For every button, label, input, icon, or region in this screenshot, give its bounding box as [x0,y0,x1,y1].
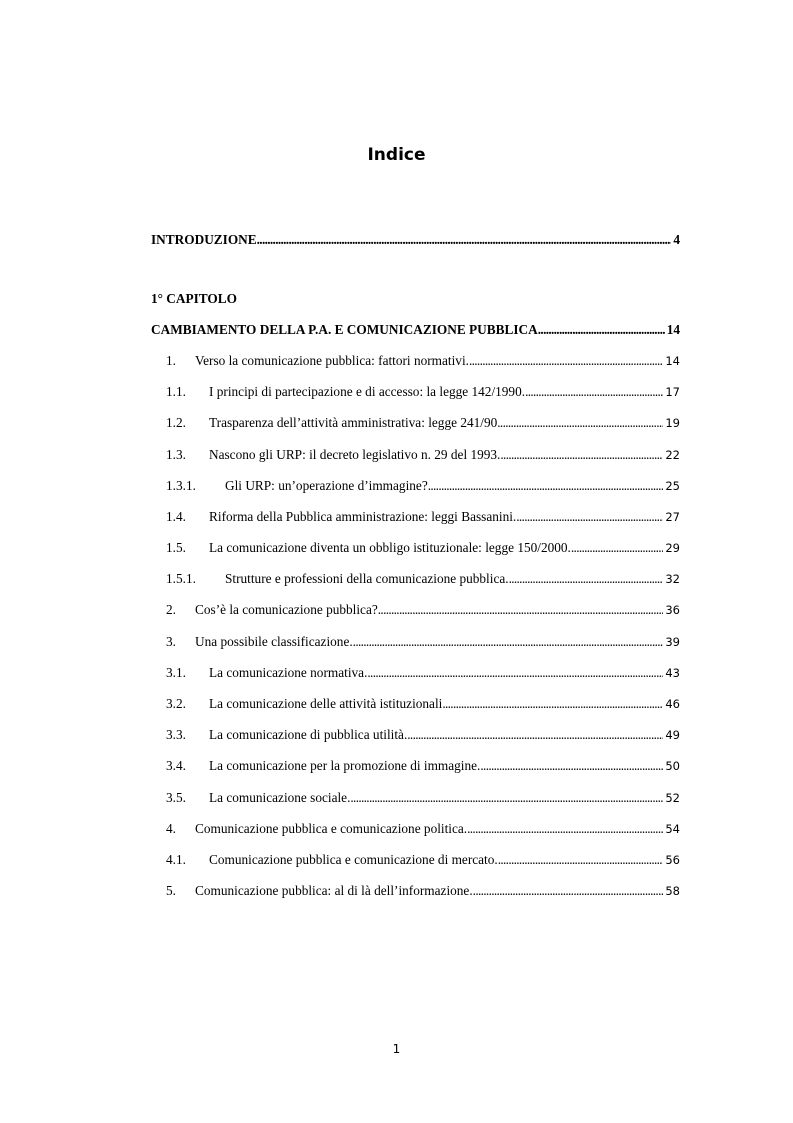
toc-entry-label: Riforma della Pubblica amministrazione: leggi Bassanini. [209,508,517,524]
toc-entry[interactable] [151,757,680,775]
toc-entry-number: 3.1. [166,664,186,680]
toc-entry-number: 3.2. [166,695,186,711]
dot-leader [525,383,663,401]
toc-entry-page: 52 [665,790,680,805]
dot-leader [257,231,672,249]
dot-leader [353,633,664,651]
toc-entry-number: 5. [166,883,176,899]
toc-entry-introduzione[interactable] [151,231,680,249]
toc-entry-number: 1.2. [166,415,186,431]
toc-entry-label: La comunicazione delle attività istituzionali [209,695,443,711]
toc-entry-label: Gli URP: un’operazione d’immagine? [225,477,428,493]
toc-entry-page: 56 [665,852,680,867]
toc-entry[interactable] [151,882,680,900]
toc-entry[interactable] [151,383,680,401]
toc-entry-label: Comunicazione pubblica e comunicazione di mercato. [209,851,498,867]
toc-entry-label: Trasparenza dell’attività amministrativa: legge 241/90 [209,415,498,431]
dot-leader [467,820,663,838]
toc-entry-label: Una possibile classificazione. [195,633,353,649]
toc-entry[interactable] [151,414,680,432]
dot-leader [473,882,664,900]
toc-entry-number: 3.3. [166,727,186,743]
toc-entry-label: La comunicazione di pubblica utilità. [209,727,408,743]
toc-entry-page: 14 [665,354,680,368]
toc-entry-number: 3.5. [166,789,186,805]
toc-entry-page: 39 [665,634,680,649]
toc-entry-number: 2. [166,602,176,618]
toc-entry-label: La comunicazione sociale. [209,789,351,805]
toc-entry[interactable] [151,570,680,588]
toc-entry-page: 22 [665,447,680,462]
page-title: Indice [367,145,426,165]
toc-entry[interactable] [151,789,680,807]
dot-leader [378,601,664,619]
toc-entry[interactable] [151,664,680,682]
toc-entry[interactable] [151,601,680,619]
toc-entry[interactable] [151,633,680,651]
dot-leader [442,695,663,713]
toc-entry-page: 19 [665,416,680,431]
dot-leader [571,539,663,557]
dot-leader [367,664,663,682]
toc-entry-number: 1.3.1. [166,477,196,493]
toc-entry-number: 4. [166,820,176,836]
toc-entry[interactable] [151,508,680,526]
toc-entry[interactable] [151,477,680,495]
toc-entry-label: Verso la comunicazione pubblica: fattori normativi. [195,353,469,368]
toc-entry-number: 1. [166,353,176,368]
toc-entry-page: 50 [665,759,680,774]
toc-entry-page: 14 [666,322,680,337]
toc-entry-page: 46 [665,696,680,711]
toc-entry-label: INTRODUZIONE [151,232,257,247]
page-number: 1 [392,1042,401,1056]
dot-leader [516,508,663,526]
dot-leader [538,321,665,339]
toc-entry-page: 17 [665,385,680,400]
toc-entry[interactable] [151,695,680,713]
toc-entry-label: Nascono gli URP: il decreto legislativo n. 29 del 1993. [209,446,501,462]
toc-entry-label: I principi di partecipazione e di accesso: la legge 142/1990. [209,384,526,400]
toc-entry-page: 49 [665,728,680,743]
dot-leader [509,570,664,588]
toc-entry[interactable] [151,539,680,557]
toc-entry-chapter-heading[interactable] [151,321,680,339]
toc-entry-page: 32 [665,572,680,587]
toc-entry-label: CAMBIAMENTO DELLA P.A. E COMUNICAZIONE PUBBLICA [151,322,538,337]
toc-entry-number: 1.4. [166,508,186,524]
dot-leader [500,446,663,464]
dot-leader [428,477,664,495]
chapter-label: 1° CAPITOLO [151,291,237,306]
toc-entry-number: 1.1. [166,384,186,400]
toc-entry-number: 1.5.1. [166,571,196,587]
dot-leader [480,757,663,775]
toc-entry[interactable] [151,446,680,464]
toc-entry[interactable] [151,352,680,370]
toc-entry[interactable] [151,851,680,869]
toc-entry-number: 3.4. [166,758,186,774]
toc-entry-label: La comunicazione per la promozione di immagine. [209,758,481,774]
toc-entry-page: 25 [665,478,680,493]
toc-entry-page: 43 [665,665,680,680]
toc-entry-label: Comunicazione pubblica e comunicazione politica. [195,820,468,836]
toc-entry-page: 29 [665,541,680,556]
toc-entry-page: 4 [673,232,680,247]
toc-entry-label: Comunicazione pubblica: al di là dell’informazione. [195,883,473,899]
toc-entry-number: 4.1. [166,851,186,867]
toc-entry-page: 36 [665,603,680,618]
toc-entry-page: 58 [665,884,680,899]
dot-leader [350,789,663,807]
toc-entry-label: La comunicazione diventa un obbligo istituzionale: legge 150/2000. [209,540,571,556]
dot-leader [497,414,663,432]
dot-leader [469,352,663,370]
toc-entry-label: La comunicazione normativa. [209,664,368,680]
toc-entry-label: Strutture e professioni della comunicazione pubblica. [225,571,509,587]
dot-leader [498,851,664,869]
toc-entry-number: 1.3. [166,446,186,462]
toc-entry[interactable] [151,726,680,744]
dot-leader [407,726,663,744]
toc-entry-label: Cos’è la comunicazione pubblica? [195,602,378,618]
toc-entry[interactable] [151,820,680,838]
toc-entry-number: 3. [166,633,176,649]
toc-entry-page: 27 [665,509,680,524]
toc-entry-number: 1.5. [166,540,186,556]
toc-entry-page: 54 [665,821,680,836]
